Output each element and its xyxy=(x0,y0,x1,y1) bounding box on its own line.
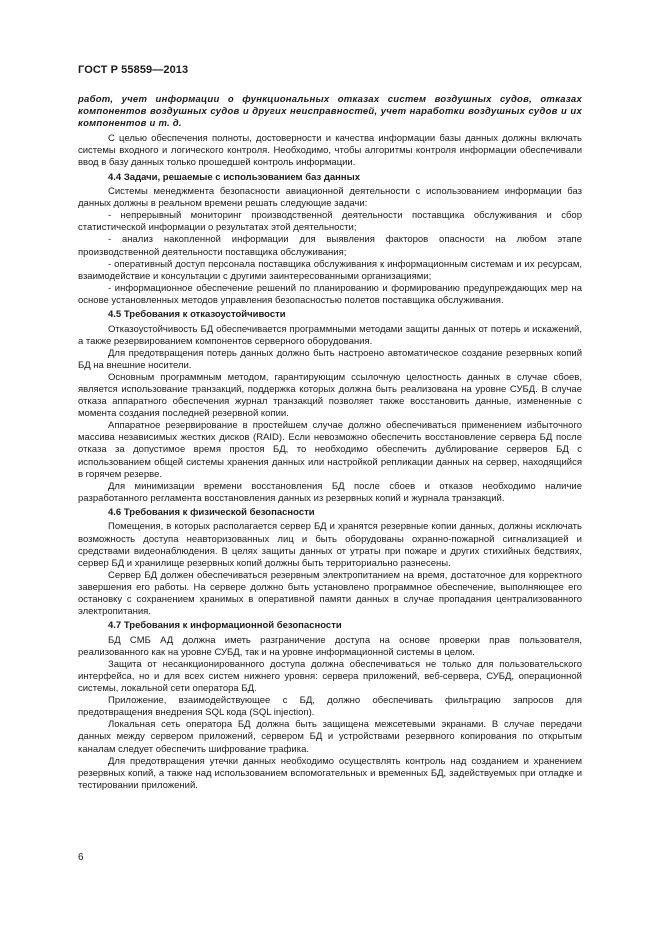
document-body xyxy=(78,94,582,792)
paragraph: С целью обеспечения полноты, достоверности и качества информации базы данных должны включать системы входного и логического контроля. Необходимо, чтобы алгоритмы контроля информации обеспечивали ввод в базу данных только прошедшей контроль информации. xyxy=(78,133,582,169)
section-heading-4-5: 4.5 Требования к отказоустойчивости xyxy=(108,309,286,320)
paragraph: Отказоустойчивость БД обеспечивается программными методами защиты данных от потерь и искажений, а также резервированием компонентов серверного оборудования. xyxy=(78,323,582,347)
paragraph: Помещения, в которых располагается сервер БД и хранятся резервные копии данных, должны исключать возможность доступа неавторизованных лиц и быть оборудованы охранно-пожарной сигнализацией и средствами видеонаблюдения. В целях защиты данных от утраты при пожаре и других стихийных бедствиях, сервер БД и хранилище резервных копий должны быть территориально разнесены. xyxy=(78,521,582,569)
intro-paragraph: работ, учет информации о функциональных отказах систем воздушных судов, отказах компонентов воздушных судов и других неисправностей, учет наработки воздушных судов и их компонентов и т. д. xyxy=(78,94,582,130)
section-heading-4-7: 4.7 Требования к информационной безопасности xyxy=(108,620,342,632)
paragraph: Для минимизации времени восстановления БД после сбоев и отказов необходимо наличие разработанного регламента восстановления данных из резервных копий и журнала транзакций. xyxy=(78,480,582,504)
paragraph: Аппаратное резервирование в простейшем случае должно обеспечиваться применением избыточного массива независимых жестких дисков (RAID). Если невозможно обеспечить восстановление сервера БД после отказа за допустимое время простоя БД, то необходимо обеспечить дублирование серверов БД с использованием общей системы хранения данных или настройкой репликации данных на сервер, находящийся в горячем резерве. xyxy=(78,420,582,480)
list-item: - непрерывный мониторинг производственной деятельности поставщика обслуживания и сбор статистической информации о результатах этой деятельности; xyxy=(78,210,582,234)
list-item: - оперативный доступ персонала поставщика обслуживания к информационным системам и их ресурсам, взаимодействие и консультации с другими заинтересованными организациями; xyxy=(78,258,582,282)
paragraph: Сервер БД должен обеспечиваться резервным электропитанием на время, достаточное для корректного завершения его работы. На сервере должно быть установлено программное обеспечение, выполняющее его остановку с сохранением хранимых в оперативной памяти данных в случае пропадания централизованного электропитания. xyxy=(78,569,582,618)
section-heading-4-4: 4.4 Задачи, решаемые с использованием баз данных xyxy=(108,171,361,183)
paragraph: Основным программным методом, гарантирующим ссылочную целостность данных в случае сбоев, является использование транзакций, поддержка которых должна быть реализована на уровне СУБД. В случае отказа аппаратного обеспечения журнал транзакций позволяет также восстановить данные, измененные с момента создания последней резервной копии. xyxy=(78,371,582,420)
paragraph: Приложение, взаимодействующее с БД, должно обеспечивать фильтрацию запросов для предотвращения внедрения SQL кода (SQL injection). xyxy=(78,695,582,719)
paragraph: Локальная сеть оператора БД должна быть защищена межсетевыми экранами. В случае передачи данных между сервером приложений, сервером БД и устройствами резервного копирования по открытым каналам следует обеспечить шифрование трафика. xyxy=(78,719,582,755)
section-heading-4-6: 4.6 Требования к физической безопасности xyxy=(108,506,315,518)
document-header: ГОСТ Р 55859—2013 xyxy=(78,64,189,76)
list-item: - информационное обеспечение решений по планированию и формированию предупреждающих мер на основе установленных методов управления безопасностью полетов поставщика обслуживания. xyxy=(78,282,582,306)
paragraph: Для предотвращения утечки данных необходимо осуществлять контроль над созданием и хранением резервных копий, а также над использованием вспомогательных и временных БД, задействуемых при отладке и тестировании приложений. xyxy=(78,755,582,791)
paragraph: Системы менеджмента безопасности авиационной деятельности с использованием информации баз данных должны в реальном времени решать следующие задачи: xyxy=(78,186,582,210)
paragraph: Защита от несанкционированного доступа должна обеспечиваться не только для пользовательского интерфейса, но и для всех систем нижнего уровня: сервера приложений, веб-сервера, СУБД, операционной системы, локальной сети оператора БД. xyxy=(78,658,582,695)
paragraph: БД СМБ АД должна иметь разграничение доступа на основе проверки прав пользователя, реализованного как на уровне СУБД, так и на уровне информационной системы в целом. xyxy=(78,634,582,658)
paragraph: Для предотвращения потерь данных должно быть настроено автоматическое создание резервных копий БД на внешние носители. xyxy=(78,347,582,371)
list-item: - анализ накопленной информации для выявления факторов опасности на любом этапе производственной деятельности поставщика обслуживания; xyxy=(78,234,582,258)
page-number: 6 xyxy=(78,852,84,863)
